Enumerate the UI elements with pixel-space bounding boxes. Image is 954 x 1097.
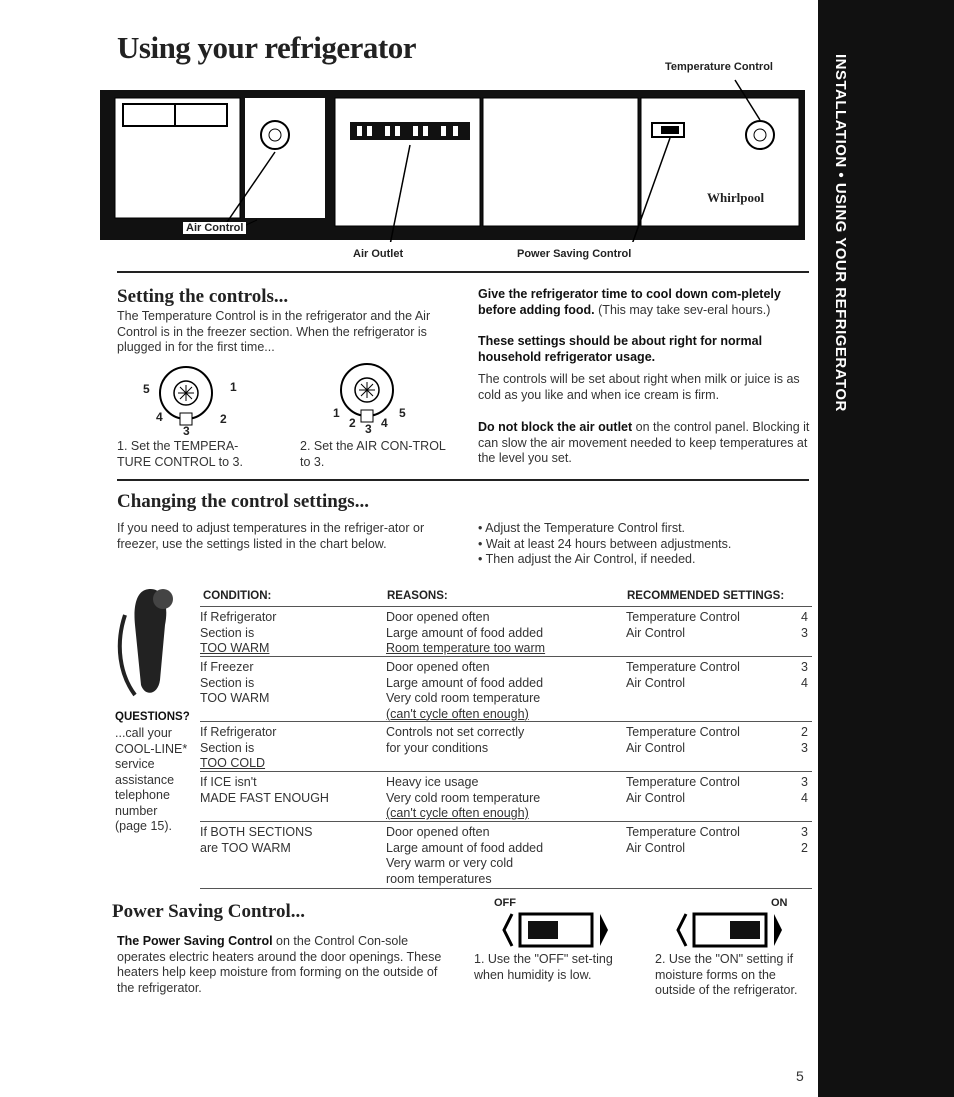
dial1-5: 5 bbox=[143, 382, 150, 396]
dial2-5: 5 bbox=[399, 406, 406, 420]
off-label: OFF bbox=[494, 897, 516, 909]
whirlpool-logo: Whirlpool bbox=[707, 190, 765, 205]
bullet-item: • Wait at least 24 hours between adjustments. bbox=[478, 536, 732, 551]
control-panel-illustration bbox=[95, 60, 810, 270]
setting-heading: Setting the controls... bbox=[117, 286, 289, 307]
changing-intro: If you need to adjust temperatures in the refriger-ator or freezer, use the settings listed in the chart below. bbox=[117, 521, 425, 551]
header-reasons: REASONS: bbox=[387, 590, 448, 602]
questions-text: ...call your COOL-LINE* service assistance telephone number (page 15). bbox=[115, 726, 188, 833]
switch-on-icon bbox=[676, 909, 786, 951]
changing-bullets bbox=[478, 521, 808, 568]
divider bbox=[117, 479, 809, 481]
setting-right-bold3: Do not block the air outlet bbox=[478, 420, 633, 434]
setting-intro: The Temperature Control is in the refrigerator and the Air Control is in the freezer section. When the refrigerator is plugged in for the first time... bbox=[117, 309, 431, 354]
temperature-dial bbox=[140, 365, 260, 440]
page-title: Using your refrigerator bbox=[117, 30, 416, 65]
setting-right-tail3: on the control panel. Blocking it can slow the air movement needed to keep temperatures at the level you set. bbox=[478, 420, 810, 465]
power-tail: on the Control Con-sole operates electric heaters around the door openings. These heaters help keep moisture from forming on the outside of the refrigerator. bbox=[117, 934, 442, 995]
air-control-dial bbox=[325, 360, 425, 440]
bullet-item: • Adjust the Temperature Control first. bbox=[478, 521, 686, 535]
chart-header bbox=[203, 590, 811, 606]
sidebar bbox=[818, 0, 954, 1097]
dial1-1: 1 bbox=[230, 380, 237, 394]
sidebar-label: INSTALLATION • USING YOUR REFRIGERATOR bbox=[832, 54, 849, 412]
header-settings: RECOMMENDED SETTINGS: bbox=[627, 590, 785, 602]
header-condition: CONDITION: bbox=[203, 590, 272, 602]
power-saving-label: Power Saving Control bbox=[517, 248, 632, 260]
dial2-3: 3 bbox=[365, 422, 372, 436]
setting-right-bold1: Give the refrigerator time to cool down com-pletely before adding food. bbox=[478, 287, 781, 317]
control-panel-figure bbox=[95, 60, 810, 270]
dial2-1: 1 bbox=[333, 406, 340, 420]
setting-right-para: The controls will be set about right when milk or juice is as cold as you like and when ice cream is firm. bbox=[478, 372, 800, 402]
chart-rule bbox=[200, 606, 812, 607]
power-heading: Power Saving Control... bbox=[112, 901, 305, 922]
dial1-2: 2 bbox=[220, 412, 227, 426]
chart-rule bbox=[200, 771, 812, 772]
page-number: 5 bbox=[796, 1068, 804, 1084]
dial2-2: 2 bbox=[349, 416, 356, 430]
chart-rule bbox=[200, 721, 812, 722]
setting-right-bold2: These settings should be about right for normal household refrigerator usage. bbox=[478, 334, 763, 364]
power-text bbox=[117, 934, 445, 996]
power-step2: 2. Use the "ON" setting if moisture forms on the outside of the refrigerator. bbox=[655, 952, 798, 997]
setting-step2: 2. Set the AIR CON-TROL to 3. bbox=[300, 439, 446, 469]
divider bbox=[117, 271, 809, 273]
power-step1: 1. Use the "OFF" set-ting when humidity is low. bbox=[474, 952, 613, 982]
questions-label: QUESTIONS? bbox=[115, 711, 190, 723]
power-bold: The Power Saving Control bbox=[117, 934, 273, 948]
setting-step1: 1. Set the TEMPERA-TURE CONTROL to 3. bbox=[117, 439, 243, 469]
air-outlet-label: Air Outlet bbox=[353, 248, 404, 260]
on-label: ON bbox=[771, 897, 788, 909]
chart-rule bbox=[200, 821, 812, 822]
chart-rule bbox=[200, 656, 812, 657]
changing-heading: Changing the control settings... bbox=[117, 491, 369, 512]
air-control-label: Air Control bbox=[183, 222, 246, 234]
setting-right-1 bbox=[478, 287, 810, 318]
setting-right-tail1: (This may take sev-eral hours.) bbox=[594, 302, 771, 317]
temperature-control-label: Temperature Control bbox=[665, 61, 773, 73]
setting-right-3 bbox=[478, 420, 810, 467]
dial1-4: 4 bbox=[156, 410, 163, 424]
bullet-item: • Then adjust the Air Control, if needed. bbox=[478, 552, 696, 566]
switch-off-icon bbox=[502, 909, 612, 951]
dial1-3: 3 bbox=[183, 424, 190, 438]
chart-rule bbox=[200, 888, 812, 889]
telephone-illustration bbox=[115, 585, 195, 705]
dial2-4: 4 bbox=[381, 416, 388, 430]
